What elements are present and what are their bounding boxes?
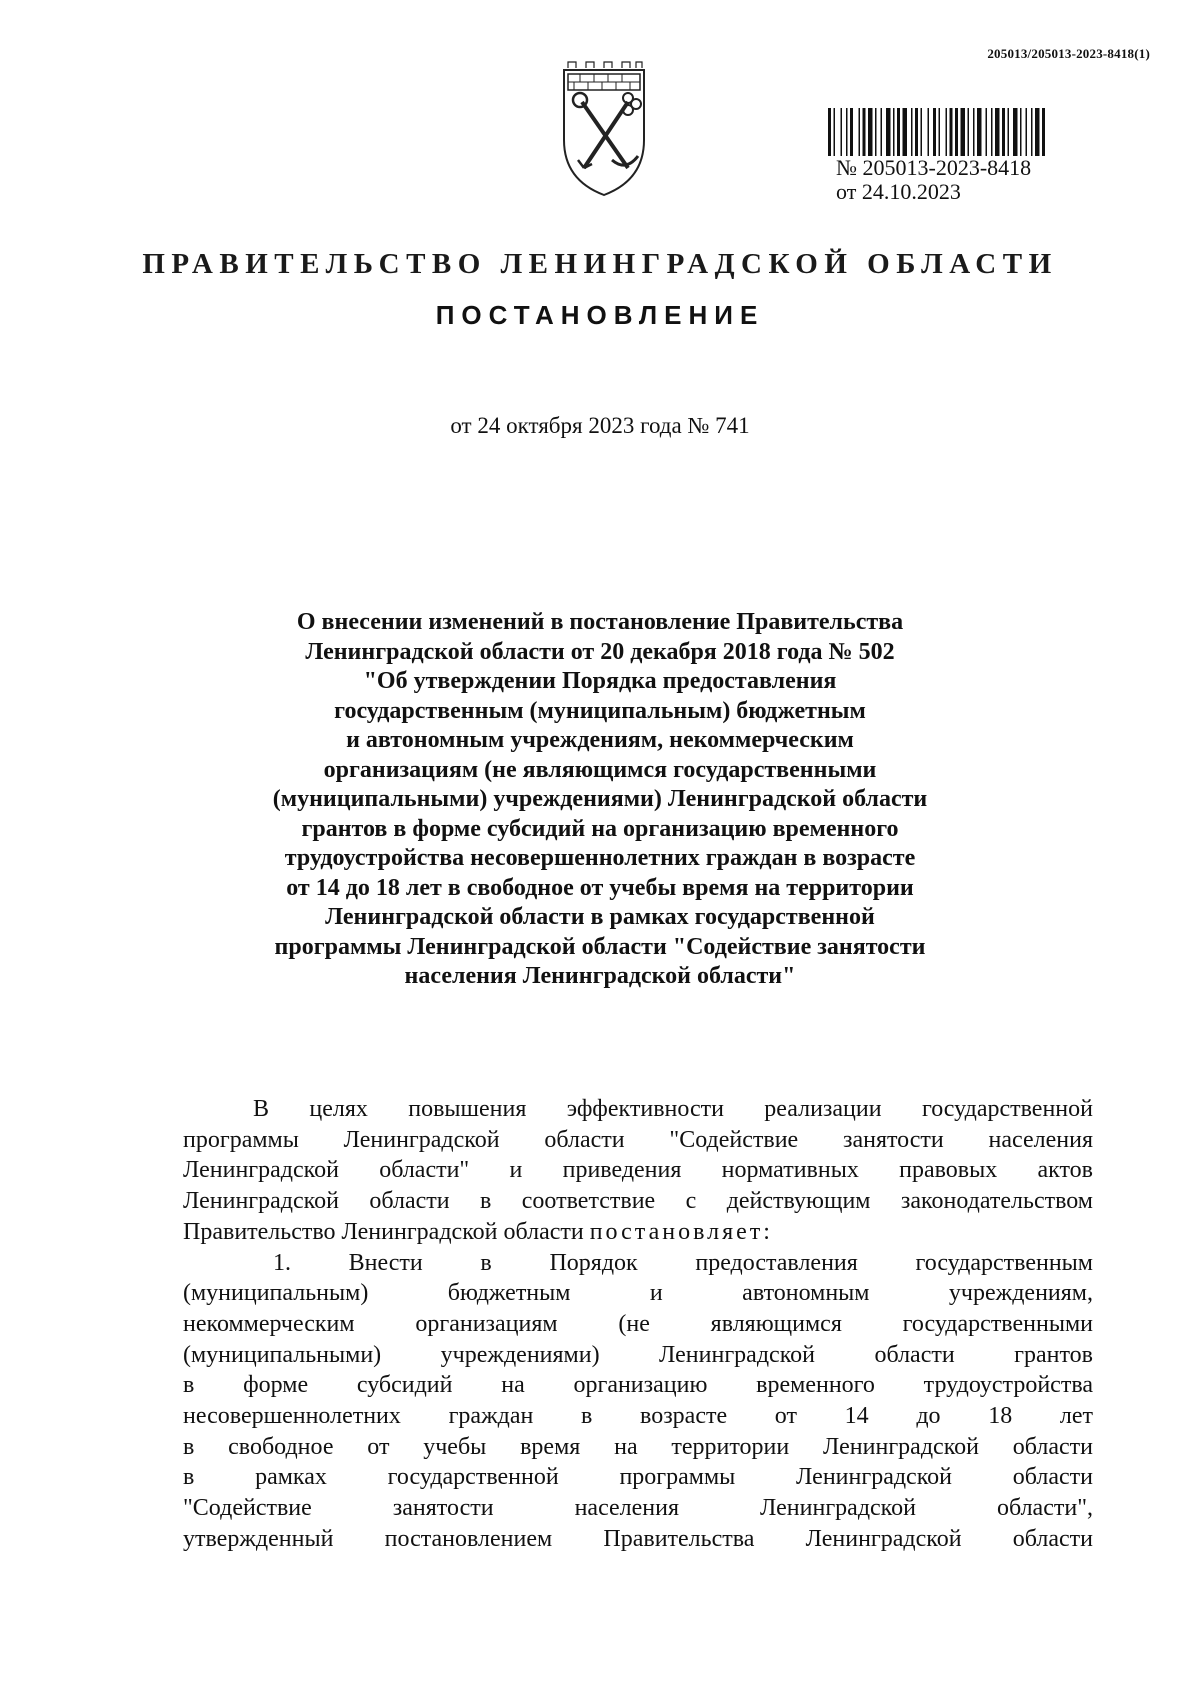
document-id: 205013/205013-2023-8418(1): [987, 46, 1150, 61]
body-line: Ленинградской области" и приведения нормативных правовых актов: [183, 1157, 1093, 1184]
body-line: (муниципальными) учреждениями) Ленинградской области грантов: [183, 1341, 1093, 1368]
subject-line: "Об утверждении Порядка предоставления: [363, 668, 837, 694]
decree-body: [183, 1094, 1093, 1555]
decree-date-number: от 24 октября 2023 года № 741: [450, 413, 750, 438]
body-line: В целях повышения эффективности реализации государственной: [253, 1096, 1093, 1122]
subject-line: программы Ленинградской области "Содействие занятости: [274, 933, 926, 960]
body-line: "Содействие занятости населения Ленинградской области",: [183, 1495, 1093, 1522]
subject-line: грантов в форме субсидий на организацию временного: [301, 815, 899, 842]
subject-line: (муниципальными) учреждениями) Ленинградской области: [272, 786, 928, 812]
body-line: в форме субсидий на организацию временного трудоустройства: [183, 1372, 1093, 1399]
subject-line: Ленинградской области от 20 декабря 2018 года № 502: [305, 638, 895, 665]
body-line: утвержденный постановлением Правительства Ленинградской области: [183, 1525, 1093, 1552]
government-title: ПРАВИТЕЛЬСТВО ЛЕНИНГРАДСКОЙ ОБЛАСТИ: [142, 248, 1058, 280]
registration-date: от 24.10.2023: [836, 179, 961, 204]
body-line: [183, 1217, 1093, 1248]
decree-title: ПОСТАНОВЛЕНИЕ: [435, 300, 765, 330]
body-line: несовершеннолетних граждан в возрасте от 14 до 18 лет: [183, 1403, 1093, 1430]
subject-line: от 14 до 18 лет в свободное от учебы время на территории: [286, 874, 914, 901]
subject-line: государственным (муниципальным) бюджетным: [334, 697, 866, 724]
subject-line: населения Ленинградской области": [404, 963, 796, 989]
subject-line: организациям (не являющимся государственными: [323, 756, 877, 783]
subject-line: трудоустройства несовершеннолетних граждан в возрасте: [284, 845, 916, 871]
body-line: 1. Внести в Порядок предоставления государственным: [273, 1249, 1093, 1276]
barcode-icon: [828, 108, 1086, 156]
registration-number: № 205013-2023-8418: [836, 155, 1032, 180]
body-line: программы Ленинградской области "Содействие занятости населения: [183, 1126, 1093, 1153]
decree-subject: [200, 608, 1000, 992]
body-line: некоммерческим организациям (не являющимся государственными: [183, 1310, 1093, 1337]
body-line: Ленинградской области в соответствие с действующим законодательством: [183, 1188, 1093, 1215]
body-line: (муниципальным) бюджетным и автономным учреждениям,: [183, 1280, 1093, 1307]
subject-line: О внесении изменений в постановление Правительства: [296, 609, 904, 635]
subject-line: и автономным учреждениям, некоммерческим: [346, 727, 854, 753]
body-line: в рамках государственной программы Ленинградской области: [183, 1464, 1093, 1491]
registration-block: [828, 108, 1088, 204]
coat-of-arms-icon: [554, 60, 654, 200]
body-text: Правительство Ленинградской области: [183, 1218, 590, 1245]
body-line: в свободное от учебы время на территории Ленинградской области: [183, 1433, 1093, 1460]
decrees-word: постановляет:: [589, 1218, 773, 1245]
subject-line: Ленинградской области в рамках государственной: [325, 904, 875, 930]
